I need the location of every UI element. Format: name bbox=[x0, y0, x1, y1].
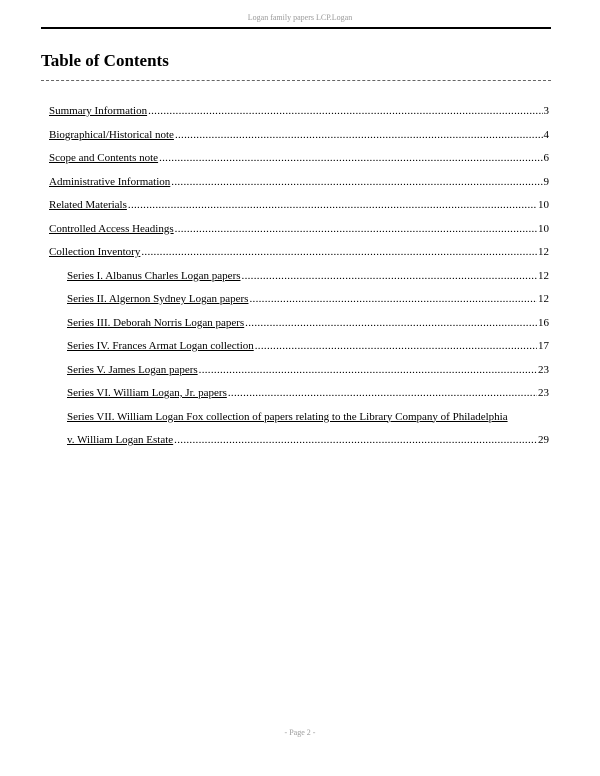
toc-page-number: 12 bbox=[538, 293, 549, 305]
dot-leader bbox=[174, 429, 537, 453]
toc-entry-biographical-note[interactable] bbox=[49, 124, 549, 148]
toc-link[interactable]: Scope and Contents note bbox=[49, 152, 159, 164]
toc-page-number: 12 bbox=[538, 246, 549, 258]
dot-leader bbox=[128, 194, 537, 218]
toc-page-number: 4 bbox=[543, 128, 549, 141]
toc-link-continuation-line bbox=[67, 429, 549, 453]
page-title: Table of Contents bbox=[41, 51, 169, 70]
dot-leader bbox=[141, 241, 537, 265]
toc-page-number: 10 bbox=[538, 199, 549, 211]
toc-entry-series-v[interactable] bbox=[67, 359, 549, 383]
dot-leader bbox=[148, 100, 542, 124]
toc-page-number: 29 bbox=[538, 434, 549, 446]
toc-entry-scope-and-contents[interactable] bbox=[49, 147, 549, 171]
dot-leader bbox=[242, 265, 537, 289]
dot-leader bbox=[255, 335, 537, 359]
toc-page-number: 3 bbox=[543, 105, 549, 117]
toc-link[interactable]: Controlled Access Headings bbox=[49, 222, 174, 235]
toc-entry-related-materials[interactable] bbox=[49, 194, 549, 218]
toc-page-number: 9 bbox=[543, 175, 549, 188]
toc-entry-summary-information[interactable] bbox=[49, 100, 549, 124]
toc-page-number: 23 bbox=[538, 387, 549, 399]
dot-leader bbox=[245, 312, 537, 336]
toc-link[interactable]: v. William Logan Estate bbox=[67, 434, 174, 446]
toc-link[interactable]: Series V. James Logan papers bbox=[67, 363, 198, 376]
toc-page-number: 23 bbox=[538, 363, 549, 376]
toc-link[interactable]: Series II. Algernon Sydney Logan papers bbox=[67, 293, 249, 305]
dot-leader bbox=[228, 382, 537, 406]
toc-link[interactable]: Administrative Information bbox=[49, 175, 171, 188]
toc-entry-series-vii[interactable] bbox=[67, 406, 549, 453]
toc-link[interactable]: Series VI. William Logan, Jr. papers bbox=[67, 387, 227, 399]
toc-entry-series-ii[interactable] bbox=[67, 288, 549, 312]
toc-entry-series-i[interactable] bbox=[67, 265, 549, 289]
dot-leader bbox=[175, 124, 543, 148]
title-divider bbox=[41, 80, 551, 81]
toc-entry-series-iv[interactable] bbox=[67, 335, 549, 359]
toc-entry-controlled-access-headings[interactable] bbox=[49, 218, 549, 242]
toc-link[interactable]: Series I. Albanus Charles Logan papers bbox=[67, 269, 241, 282]
table-of-contents bbox=[49, 100, 549, 453]
page-footer: - Page 2 - bbox=[284, 728, 316, 737]
toc-link[interactable]: Related Materials bbox=[49, 199, 127, 211]
toc-entry-collection-inventory[interactable] bbox=[49, 241, 549, 265]
dot-leader bbox=[249, 288, 537, 312]
toc-page-number: 6 bbox=[543, 152, 549, 164]
dot-leader bbox=[175, 218, 537, 242]
header-rule bbox=[41, 27, 551, 29]
toc-link[interactable]: Biographical/Historical note bbox=[49, 128, 174, 141]
toc-page-number: 10 bbox=[538, 222, 549, 235]
toc-page-number: 12 bbox=[538, 269, 549, 282]
toc-link[interactable]: Series VII. William Logan Fox collection of papers relating to the Library Company of Philadelphia bbox=[67, 410, 508, 423]
dot-leader bbox=[171, 171, 542, 195]
toc-page-number: 16 bbox=[538, 316, 549, 329]
toc-entry-series-vi[interactable] bbox=[67, 382, 549, 406]
toc-entry-administrative-information[interactable] bbox=[49, 171, 549, 195]
running-header: Logan family papers LCP.Logan bbox=[247, 13, 353, 22]
toc-link[interactable]: Summary Information bbox=[49, 105, 148, 117]
toc-entry-series-iii[interactable] bbox=[67, 312, 549, 336]
dot-leader bbox=[159, 147, 542, 171]
dot-leader bbox=[199, 359, 537, 383]
toc-link[interactable]: Series III. Deborah Norris Logan papers bbox=[67, 316, 245, 329]
toc-page-number: 17 bbox=[538, 340, 549, 352]
toc-link[interactable]: Collection Inventory bbox=[49, 246, 141, 258]
toc-link[interactable]: Series IV. Frances Armat Logan collection bbox=[67, 340, 254, 352]
